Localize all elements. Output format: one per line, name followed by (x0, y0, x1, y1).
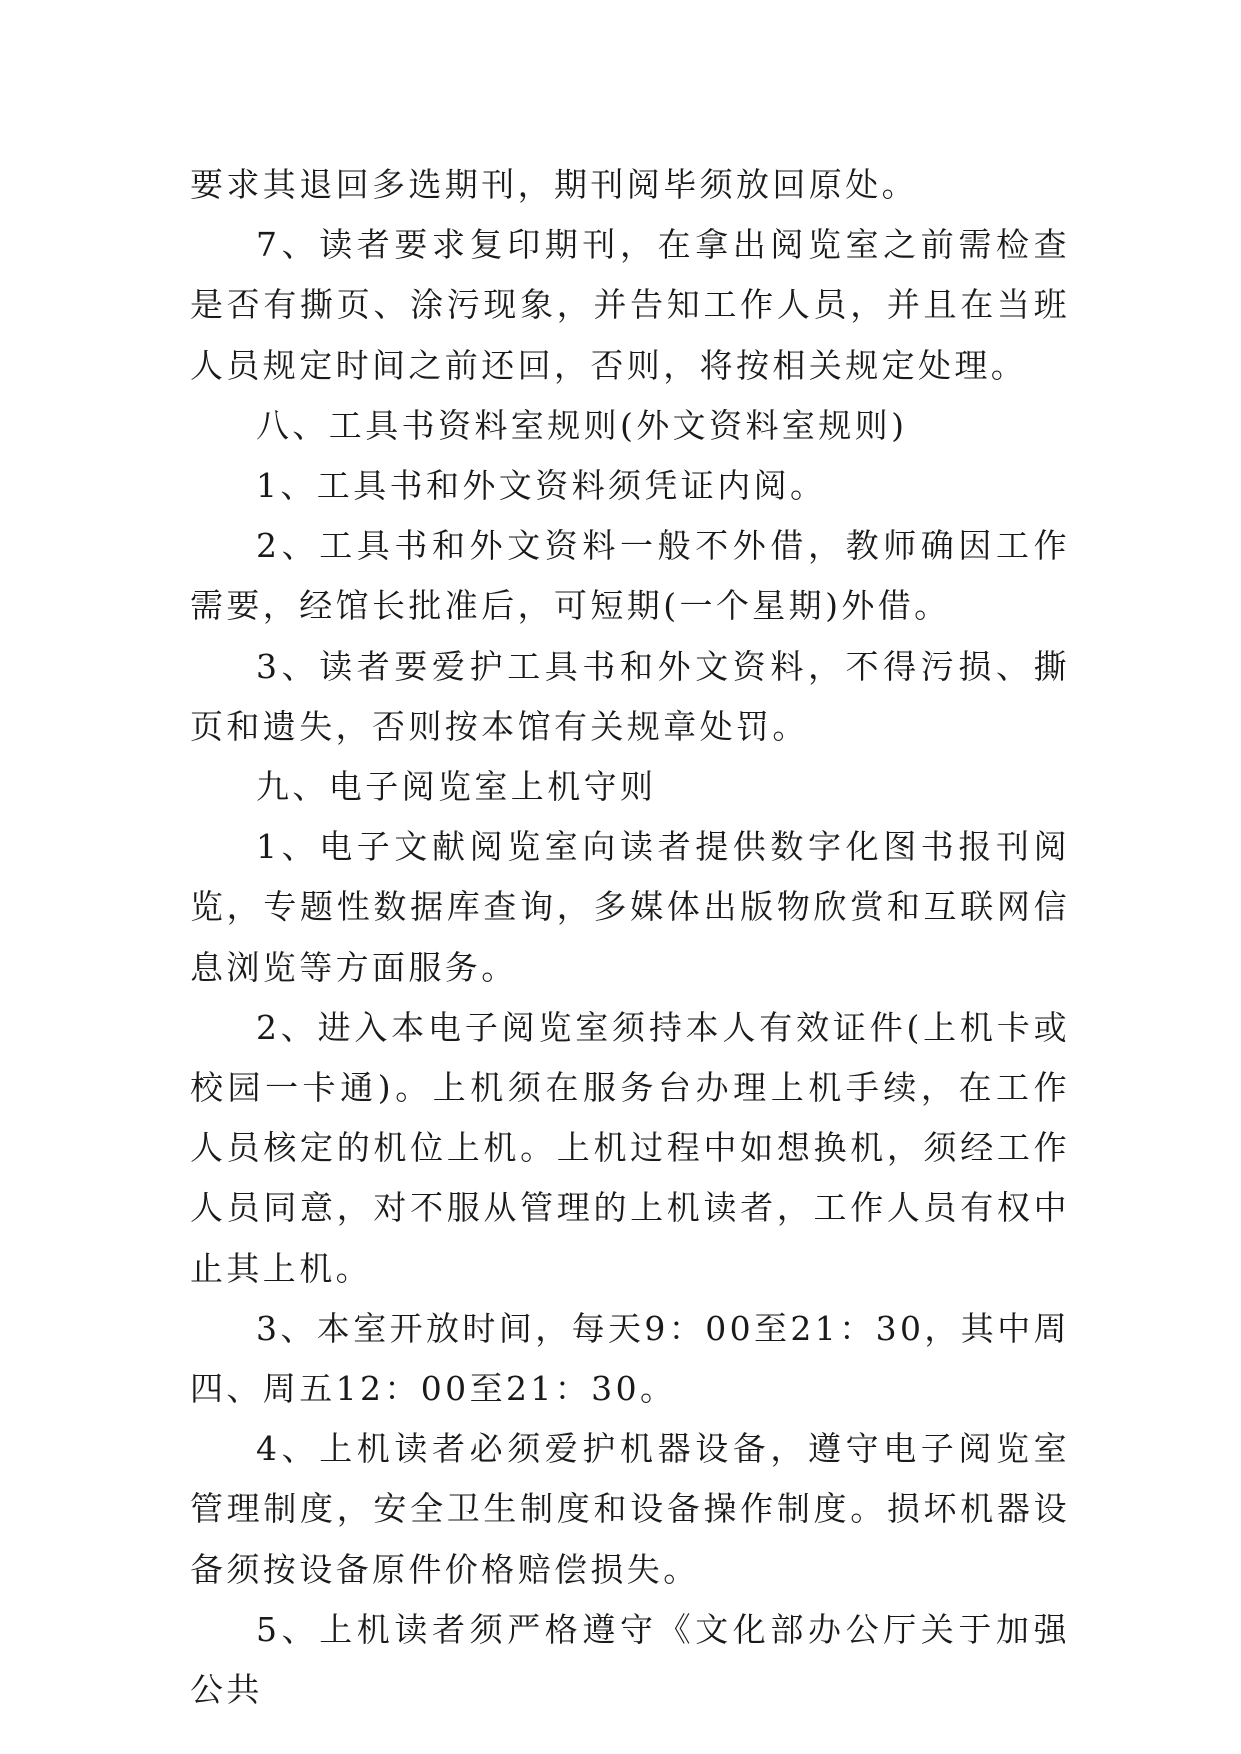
document-body (190, 155, 1070, 1720)
section-heading-reference-room: 八、工具书资料室规则(外文资料室规则) (256, 405, 908, 445)
section-heading-e-reading-room: 九、电子阅览室上机守则 (256, 767, 657, 807)
paragraph-e-room-rule-5: 5、上机读者须严格遵守《文化部办公厅关于加强公共 (190, 1609, 1070, 1710)
paragraph-e-room-rule-4: 4、上机读者必须爱护机器设备，遵守电子阅览室管理制度，安全卫生制度和设备操作制度。损坏机器设备须按设备原件价格赔偿损失。 (190, 1429, 1070, 1589)
paragraph-reference-rule-2: 2、工具书和外文资料一般不外借，教师确因工作需要，经馆长批准后，可短期(一个星期)外借。 (190, 526, 1070, 626)
paragraph-reference-rule-1: 1、工具书和外文资料须凭证内阅。 (256, 466, 827, 506)
paragraph-e-room-rule-2: 2、进入本电子阅览室须持本人有效证件(上机卡或校园一卡通)。上机须在服务台办理上机手续，在工作人员核定的机位上机。上机过程中如想换机，须经工作人员同意，对不服从管理的上机读者，工作人员有权中止其上机。 (190, 1007, 1070, 1288)
paragraph-reference-rule-3: 3、读者要爱护工具书和外文资料，不得污损、撕页和遗失，否则按本馆有关规章处罚。 (190, 646, 1070, 746)
paragraph-item-7-photocopy: 7、读者要求复印期刊，在拿出阅览室之前需检查是否有撕页、涂污现象，并告知工作人员，并且在当班人员规定时间之前还回，否则，将按相关规定处理。 (190, 225, 1070, 385)
paragraph-continuation: 要求其退回多选期刊，期刊阅毕须放回原处。 (190, 165, 918, 204)
paragraph-e-room-rule-1: 1、电子文献阅览室向读者提供数字化图书报刊阅览，专题性数据库查询，多媒体出版物欣赏和互联网信息浏览等方面服务。 (190, 827, 1070, 987)
paragraph-e-room-rule-3: 3、本室开放时间，每天9：00至21：30，其中周四、周五12：00至21：30。 (190, 1308, 1070, 1409)
